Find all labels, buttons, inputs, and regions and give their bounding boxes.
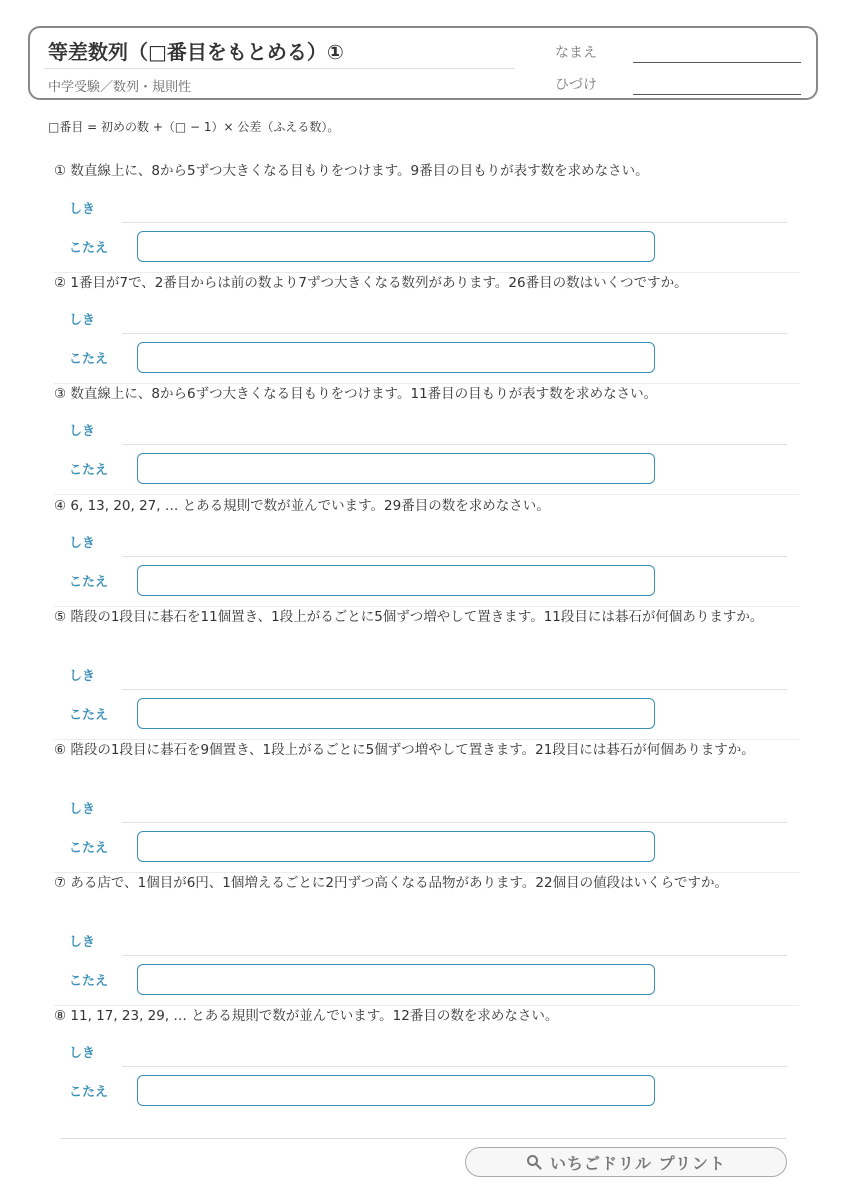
problem-6 <box>54 739 799 856</box>
answer-box[interactable] <box>137 698 655 729</box>
work-line <box>122 1066 787 1067</box>
formula-note: □番目 = 初めの数 +（□ − 1）× 公差（ふえる数）。 <box>48 120 340 134</box>
date-label: ひづけ <box>555 77 597 93</box>
worksheet-header <box>28 26 818 100</box>
work-line <box>122 822 787 823</box>
problem-2 <box>54 272 799 367</box>
problem-text: ② 1番目が7で、2番目からは前の数より7ずつ大きくなる数列があります。26番目の数はいくつですか。 <box>54 275 688 291</box>
page-subtitle: 中学受験／数列・規則性 <box>48 80 192 95</box>
kotae-label: こたえ <box>69 708 109 723</box>
answer-box[interactable] <box>137 964 655 995</box>
kotae-label: こたえ <box>69 463 109 478</box>
name-label: なまえ <box>555 45 597 61</box>
kotae-label: こたえ <box>69 841 109 856</box>
work-line <box>122 333 787 334</box>
kotae-label: こたえ <box>69 241 109 256</box>
problem-8 <box>54 1005 799 1100</box>
header-divider <box>44 68 514 69</box>
shiki-label: しき <box>69 536 96 551</box>
shiki-label: しき <box>69 313 96 328</box>
problem-text: ⑧ 11, 17, 23, 29, … とある規則で数が並んでいます。12番目の数を求めなさい。 <box>54 1008 559 1024</box>
answer-box[interactable] <box>137 231 655 262</box>
shiki-label: しき <box>69 935 96 950</box>
problem-text: ⑥ 階段の1段目に碁石を9個置き、1段上がるごとに5個ずつ増やして置きます。21段目には碁石が何個ありますか。 <box>54 742 755 758</box>
work-line <box>122 689 787 690</box>
problem-text: ③ 数直線上に、8から6ずつ大きくなる目もりをつけます。11番目の目もりが表す数を求めなさい。 <box>54 386 658 402</box>
kotae-label: こたえ <box>69 1085 109 1100</box>
answer-box[interactable] <box>137 342 655 373</box>
kotae-label: こたえ <box>69 575 109 590</box>
shiki-label: しき <box>69 202 96 217</box>
answer-box[interactable] <box>137 565 655 596</box>
shiki-label: しき <box>69 669 96 684</box>
problem-text: ④ 6, 13, 20, 27, … とある規則で数が並んでいます。29番目の数を求めなさい。 <box>54 498 550 514</box>
footer-divider <box>60 1138 786 1139</box>
brand-name: いちごドリル プリント <box>550 1153 726 1173</box>
shiki-label: しき <box>69 1046 96 1061</box>
problem-4 <box>54 495 799 590</box>
answer-box[interactable] <box>137 831 655 862</box>
date-line <box>633 94 801 95</box>
problem-text: ⑦ ある店で、1個目が6円、1個増えるごとに2円ずつ高くなる品物があります。22個目の値段はいくらですか。 <box>54 875 728 891</box>
problem-3 <box>54 383 799 478</box>
shiki-label: しき <box>69 424 96 439</box>
problem-7 <box>54 872 799 989</box>
search-icon <box>526 1154 542 1170</box>
kotae-label: こたえ <box>69 974 109 989</box>
work-line <box>122 556 787 557</box>
problem-text: ⑤ 階段の1段目に碁石を11個置き、1段上がるごとに5個ずつ増やして置きます。11段目には碁石が何個ありますか。 <box>54 609 764 625</box>
problem-1 <box>54 160 799 256</box>
name-line <box>633 62 801 63</box>
answer-box[interactable] <box>137 1075 655 1106</box>
work-line <box>122 444 787 445</box>
page-title: 等差数列（□番目をもとめる）① <box>48 40 344 64</box>
problem-text: ① 数直線上に、8から5ずつ大きくなる目もりをつけます。9番目の目もりが表す数を求めなさい。 <box>54 163 649 179</box>
work-line <box>122 955 787 956</box>
brand-badge <box>465 1147 787 1177</box>
kotae-label: こたえ <box>69 352 109 367</box>
shiki-label: しき <box>69 802 96 817</box>
work-line <box>122 222 787 223</box>
answer-box[interactable] <box>137 453 655 484</box>
problem-5 <box>54 606 799 723</box>
